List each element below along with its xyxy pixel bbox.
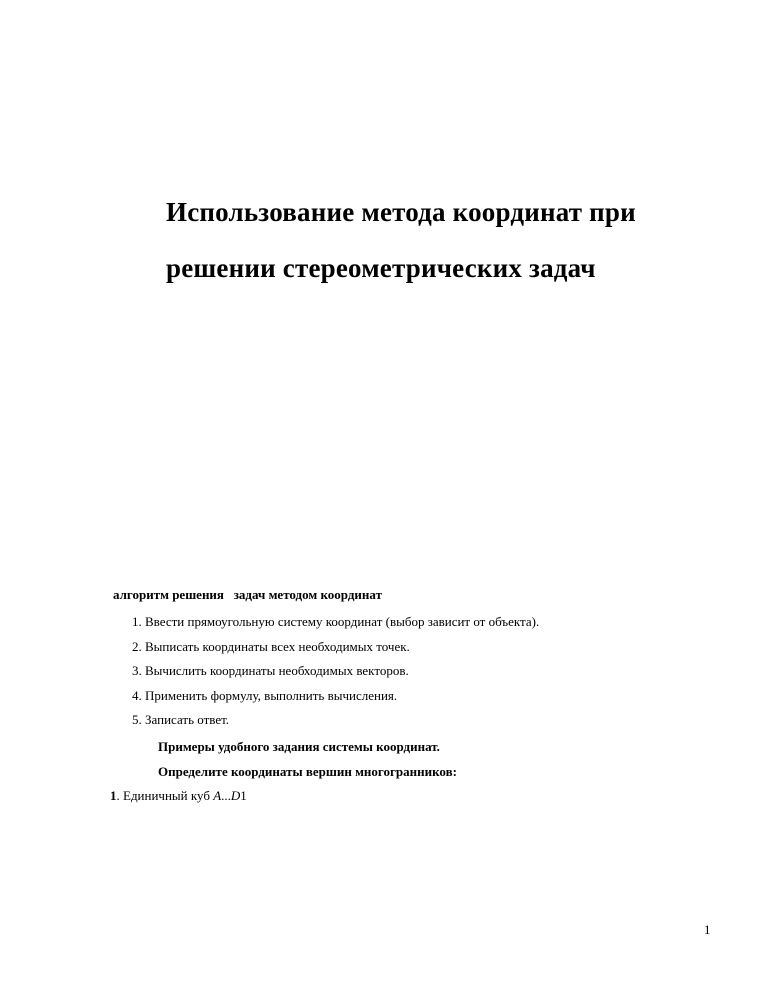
algorithm-step: 2. Выписать координаты всех необходимых точек. <box>132 638 410 654</box>
algorithm-steps-list <box>132 614 539 737</box>
problem-subscript: 1 <box>240 788 247 803</box>
examples-heading: Примеры удобного задания системы координат. <box>158 739 440 754</box>
problem-item-1 <box>110 788 247 804</box>
page-number: 1 <box>704 922 711 937</box>
problem-text: . Единичный куб <box>116 788 214 803</box>
problem-var-d: D <box>230 788 241 803</box>
define-vertices-heading: Определите координаты вершин многогранников: <box>158 764 457 779</box>
algorithm-step: 3. Вычислить координаты необходимых векторов. <box>132 663 409 678</box>
problem-number: 1 <box>110 788 117 803</box>
algorithm-step: 5. Записать ответ. <box>132 712 230 727</box>
algorithm-step: 4. Применить формулу, выполнить вычисления. <box>132 687 398 703</box>
problem-dots: ... <box>221 788 231 803</box>
document-title-line-2: решении стереометрических задач <box>166 253 596 283</box>
document-title-line-1: Использование метода координат при <box>166 197 636 227</box>
algorithm-heading: алгоритм решения задач методом координат <box>113 587 382 602</box>
algorithm-step: 1. Ввести прямоугольную систему координат (выбор зависит от объекта). <box>132 614 540 629</box>
problem-var-a: A <box>213 788 222 803</box>
